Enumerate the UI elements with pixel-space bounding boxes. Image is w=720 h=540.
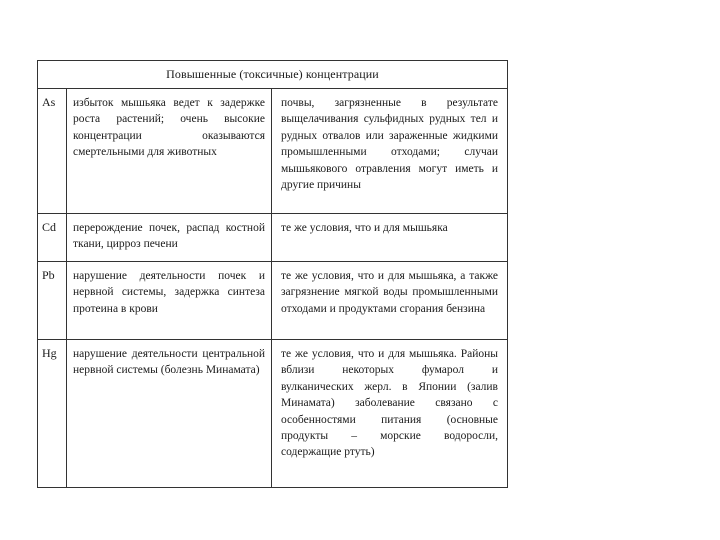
table-row-cd xyxy=(38,214,507,262)
element-cell: As xyxy=(38,89,67,213)
element-cell: Cd xyxy=(38,214,67,261)
table-row-as xyxy=(38,89,507,214)
table-row-pb xyxy=(38,262,507,340)
effect-cell: перерождение почек, распад костной ткани, цирроз печени xyxy=(67,214,272,261)
effect-cell: нарушение деятельности центральной нервной системы (болезнь Минамата) xyxy=(67,340,272,487)
table-header: Повышенные (токсичные) концентрации xyxy=(38,61,507,89)
toxic-concentrations-table xyxy=(37,60,508,488)
effect-cell: нарушение деятельности почек и нервной системы, задержка синтеза протеина в крови xyxy=(67,262,272,339)
table-row-hg xyxy=(38,340,507,487)
source-cell: почвы, загрязненные в результате выщелачивания сульфидных рудных тел и рудных отвалов или зараженные жидкими промышленными отходами; случаи мышьякового отравления могут иметь и другие причины xyxy=(281,97,498,192)
source-cell: те же условия, что и для мышьяка. Районы вблизи некоторых фумарол и вулканических жерл. в Японии (залив Минамата) заболевание связано с особенностями питания (основные продукты – морские водоросли, содержащие ртуть) xyxy=(281,348,498,459)
element-cell: Hg xyxy=(38,340,67,487)
element-cell: Pb xyxy=(38,262,67,339)
source-cell: те же условия, что и для мышьяка, а также загрязнение мягкой воды промышленными отходами и продуктами сгорания бензина xyxy=(281,270,498,315)
source-cell: те же условия, что и для мышьяка xyxy=(281,222,448,234)
effect-cell: избыток мышьяка ведет к задержке роста растений; очень высокие концентрации оказываются смертельными для животных xyxy=(67,89,272,213)
